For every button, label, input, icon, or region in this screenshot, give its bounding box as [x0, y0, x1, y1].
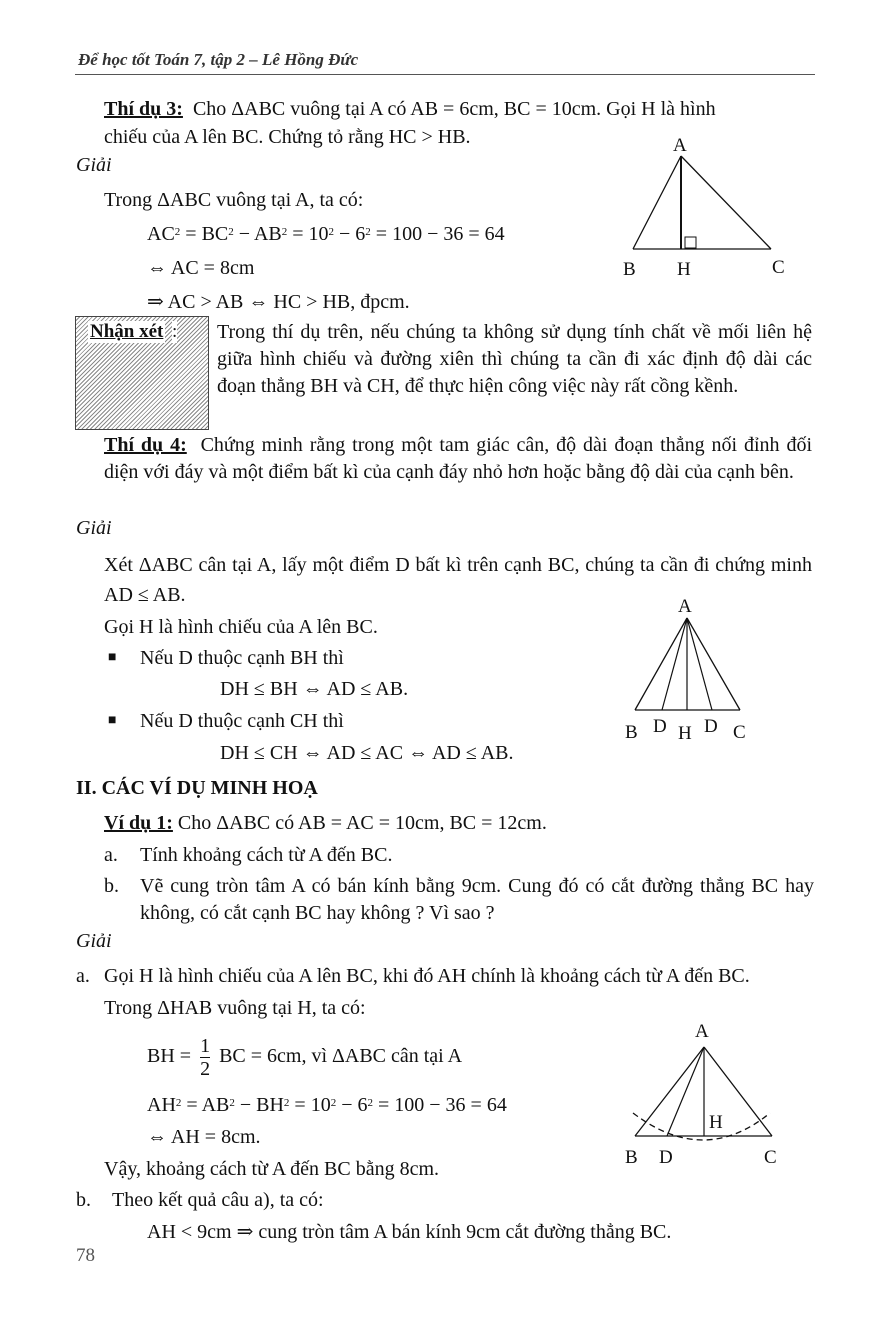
list-marker: b. — [104, 875, 119, 897]
solution-text: Trong ΔABC vuông tại A, ta có: — [104, 189, 364, 211]
example-3-line1: Thí dụ 3: Cho ΔABC vuông tại A có AB = 6cm, BC = 10cm. Gọi H là hình — [104, 98, 716, 120]
bullet-formula: DH ≤ BH ⇔ AD ≤ AB. — [220, 678, 409, 700]
list-marker: b. — [76, 1189, 91, 1211]
bullet-icon: ■ — [108, 650, 117, 665]
svg-text:A: A — [678, 596, 692, 617]
vertex-label: H — [677, 259, 691, 280]
figure-right-triangle — [615, 130, 815, 285]
section-title: II. CÁC VÍ DỤ MINH HOẠ — [76, 777, 318, 799]
running-header: Để học tốt Toán 7, tập 2 – Lê Hồng Đức — [78, 50, 359, 69]
example-4-statement: Thí dụ 4: Chứng minh rằng trong một tam giác cân, độ dài đoạn thẳng nối đỉnh đối diện với đáy và một điểm bất kì của cạnh đáy nhỏ hơn hoặc bằng độ dài của cạnh bên. — [104, 434, 812, 483]
header-rule — [75, 74, 815, 75]
solution-text: Gọi H là hình chiếu của A lên BC. — [104, 616, 378, 638]
figure-triangle-with-arc — [615, 1015, 790, 1175]
note-label: Nhận xét — [90, 321, 164, 342]
solution-text: Xét ΔABC cân tại A, lấy một điểm D bất kì trên cạnh BC, chúng ta cần đi chứng minh AD ≤ AB. — [104, 554, 812, 606]
bullet-icon: ■ — [108, 713, 117, 728]
bullet-item: Nếu D thuộc cạnh CH thì — [140, 710, 344, 732]
list-marker: a. — [76, 965, 90, 987]
svg-text:C: C — [733, 722, 746, 743]
note-box: Nhận xét : — [75, 316, 209, 430]
example-3-line2: chiếu của A lên BC. Chứng tỏ rằng HC > HB. — [104, 126, 471, 148]
question-a: Tính khoảng cách từ A đến BC. — [140, 844, 393, 866]
solution-conclusion: ⇒ AC > AB ⇔ HC > HB, đpcm. — [147, 291, 410, 313]
equation-bh: BH = $\frac{1}{2}$ BC = 6cm, vì ΔABC cân tại A — [147, 1034, 463, 1080]
solution-heading: Giải — [76, 154, 112, 176]
solution-heading: Giải — [76, 930, 112, 952]
svg-text:B: B — [625, 1147, 638, 1168]
equation-ac: $AC^2 = BC^2 - AB^2 = 10^2 - 6^2 = 100 - 36 = 64$ — [147, 223, 505, 245]
svg-text:C: C — [764, 1147, 777, 1168]
svg-text:H: H — [709, 1112, 723, 1133]
question-b: Vẽ cung tròn tâm A có bán kính bằng 9cm. Cung đó có cắt đường thẳng BC hay không, có cắt cạnh BC hay không ? Vì sao ? — [140, 875, 814, 924]
example-3-label: Thí dụ 3: — [104, 98, 183, 120]
solution-step: ⇔ AH = 8cm. — [147, 1126, 261, 1148]
svg-text:D: D — [653, 716, 667, 737]
svg-text:D: D — [704, 716, 718, 737]
vertex-label: C — [772, 257, 785, 278]
fraction-half: $\frac{1}{2}$ — [200, 1034, 211, 1080]
solution-text: Theo kết quả câu a), ta có: — [112, 1189, 324, 1211]
list-marker: a. — [104, 844, 118, 866]
bullet-formula: DH ≤ CH ⇔ AD ≤ AC ⇔ AD ≤ AB. — [220, 742, 514, 764]
vertex-label: B — [623, 259, 636, 280]
svg-text:H: H — [678, 723, 692, 744]
solution-heading: Giải — [76, 517, 112, 539]
solution-step: ⇔ AC = 8cm — [147, 257, 255, 279]
svg-text:B: B — [625, 722, 638, 743]
bullet-item: Nếu D thuộc cạnh BH thì — [140, 647, 344, 669]
note-text: Trong thí dụ trên, nếu chúng ta không sử dụng tính chất về mối liên hệ giữa hình chiếu và đường xiên thì chúng ta cần đi xác định độ dài các đoạn thẳng BH và CH, để thực hiện công việc này rất cồng kềnh. — [217, 321, 812, 397]
solution-text: Vậy, khoảng cách từ A đến BC bằng 8cm. — [104, 1158, 440, 1180]
solution-text: Trong ΔHAB vuông tại H, ta có: — [104, 997, 366, 1019]
page-number: 78 — [76, 1245, 95, 1266]
solution-text: Gọi H là hình chiếu của A lên BC, khi đó AH chính là khoảng cách từ A đến BC. — [104, 965, 750, 987]
svg-text:D: D — [659, 1147, 673, 1168]
svg-text:A: A — [695, 1021, 709, 1042]
vertex-label: A — [673, 135, 687, 156]
solution-conclusion: AH < 9cm ⇒ cung tròn tâm A bán kính 9cm cắt đường thẳng BC. — [147, 1221, 672, 1243]
example-1-statement: Ví dụ 1: Cho ΔABC có AB = AC = 10cm, BC = 12cm. — [104, 812, 547, 834]
example-4-label: Thí dụ 4: — [104, 434, 187, 456]
figure-isosceles-triangle — [615, 592, 775, 752]
equation-ah: $AH^2 = AB^2 - BH^2 = 10^2 - 6^2 = 100 - 36 = 64$ — [147, 1094, 507, 1116]
example-1-label: Ví dụ 1: — [104, 812, 173, 834]
